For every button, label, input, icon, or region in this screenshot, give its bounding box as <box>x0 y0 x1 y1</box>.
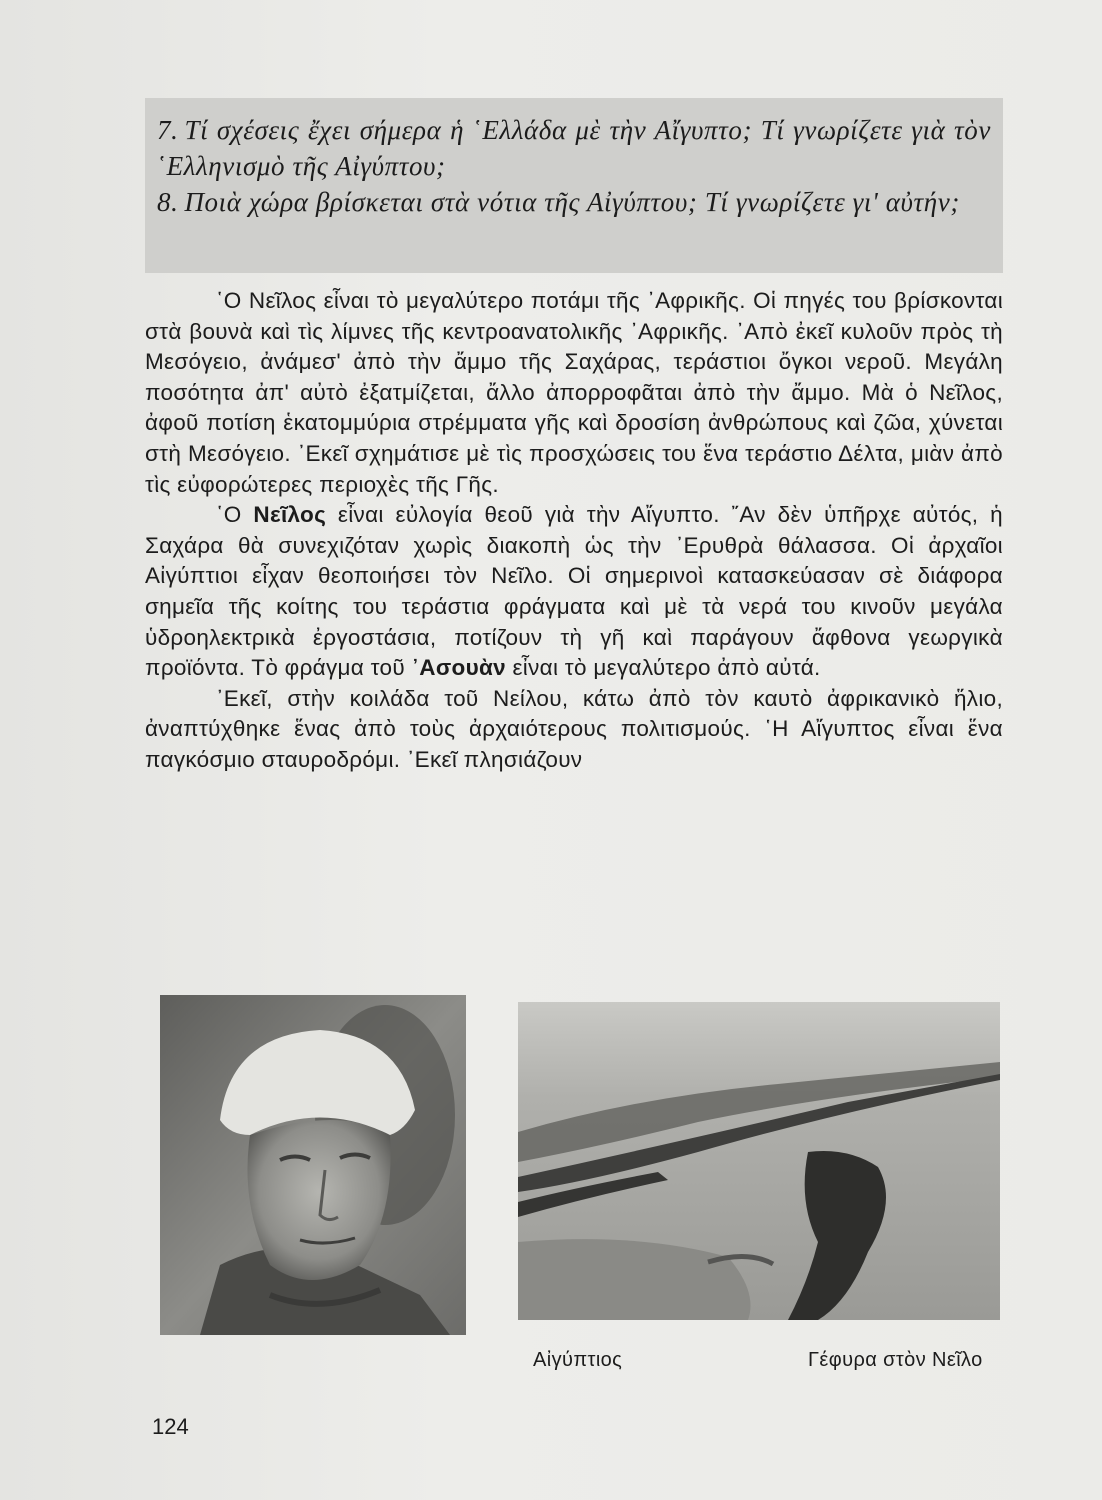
question-7 <box>157 112 991 184</box>
keyword-nile: Νεῖλος <box>253 502 327 528</box>
review-questions-box <box>145 98 1003 273</box>
caption-bridge: Γέφυρα στὸν Νεῖλο <box>808 1349 983 1371</box>
body-text <box>145 286 1003 776</box>
portrait-image <box>160 995 466 1335</box>
question-number: 7. <box>157 115 179 145</box>
question-text: Τί σχέσεις ἔχει σήμερα ἡ ῾Ελλάδα μὲ τὴν Αἴγυπτο; Τί γνωρίζετε γιὰ τὸν ῾Ελληνισμὸ τῆς Αἰγύπτου; <box>157 115 991 181</box>
page-number: 124 <box>152 1414 189 1439</box>
paragraph-text: εἶναι τὸ μεγαλύτερο ἀπὸ αὐτά. <box>505 655 821 681</box>
paragraph-nile-blessing <box>145 500 1003 684</box>
bridge-image <box>518 1002 1000 1320</box>
egyptian-man-photo <box>160 995 466 1335</box>
question-number: 8. <box>157 187 179 217</box>
question-text: Ποιὰ χώρα βρίσκεται στὰ νότια τῆς Αἰγύπτου; Τί γνωρίζετε γι' αὐτήν; <box>184 187 960 217</box>
paragraph-text: ῾Ο <box>216 502 254 528</box>
paragraph-nile-geography: ῾Ο Νεῖλος εἶναι τὸ μεγαλύτερο ποτάμι τῆς ᾿Αφρικῆς. Οἱ πηγές του βρίσκονται στὰ βουνὰ καὶ τὶς λίμνες τῆς κεντροανατολικῆς ᾿Αφρικῆς. ᾿Απὸ ἐκεῖ κυλοῦν πρὸς τὴ Μεσόγειο, ἀνάμεσ' ἀπὸ τὴν ἄμμο τῆς Σαχάρας, τεράστιοι ὄγκοι νεροῦ. Μεγάλη ποσότητα ἀπ' αὐτὸ ἐξατμίζεται, ἄλλο ἀπορροφᾶται ἀπὸ τὴν ἄμμο. Μὰ ὁ Νεῖλος, ἀφοῦ ποτίση ἑκατομμύρια στρέμματα γῆς καὶ δροσίση ἀνθρώπους καὶ ζῶα, χύνεται στὴ Μεσόγειο. ᾿Εκεῖ σχημάτισε μὲ τὶς προσχώσεις του ἕνα τεράστιο Δέλτα, μιὰν ἀπὸ τὶς εὐφορώτερες περιοχὲς τῆς Γῆς. <box>145 288 1003 497</box>
caption-egyptian: Αἰγύπτιος <box>533 1349 623 1371</box>
keyword-aswan: ᾿Ασουὰν <box>411 655 506 681</box>
paragraph-text: εἶναι εὐλογία θεοῦ γιὰ τὴν Αἴγυπτο. ῎Αν δὲν ὑπῆρχε αὐτός, ἡ Σαχάρα θὰ συνεχιζόταν χωρὶς διακοπὴ ὡς τὴν ᾿Ερυθρὰ θάλασσα. Οἱ ἀρχαῖοι Αἰγύπτιοι εἶχαν θεοποιήσει τὸν Νεῖλο. Οἱ σημερινοὶ κατασκεύασαν σὲ διάφορα σημεῖα τῆς κοίτης του τεράστια φράγματα καὶ μὲ τὰ νερά του κινοῦν μεγάλα ὑδροηλεκτρικὰ ἐργοστάσια, ποτίζουν τὴ γῆ καὶ παράγουν ἄφθονα γεωργικὰ προϊόντα. Τὸ φράγμα τοῦ <box>145 502 1003 681</box>
paragraph-civilization: ᾿Εκεῖ, στὴν κοιλάδα τοῦ Νείλου, κάτω ἀπὸ τὸν καυτὸ ἀφρικανικὸ ἥλιο, ἀναπτύχθηκε ἕνας ἀπὸ τοὺς ἀρχαιότερους πολιτισμούς. ῾Η Αἴγυπτος εἶναι ἕνα παγκόσμιο σταυροδρόμι. ᾿Εκεῖ πλησιάζουν <box>145 685 1003 772</box>
question-8 <box>157 184 991 220</box>
nile-bridge-photo <box>518 1002 1000 1320</box>
